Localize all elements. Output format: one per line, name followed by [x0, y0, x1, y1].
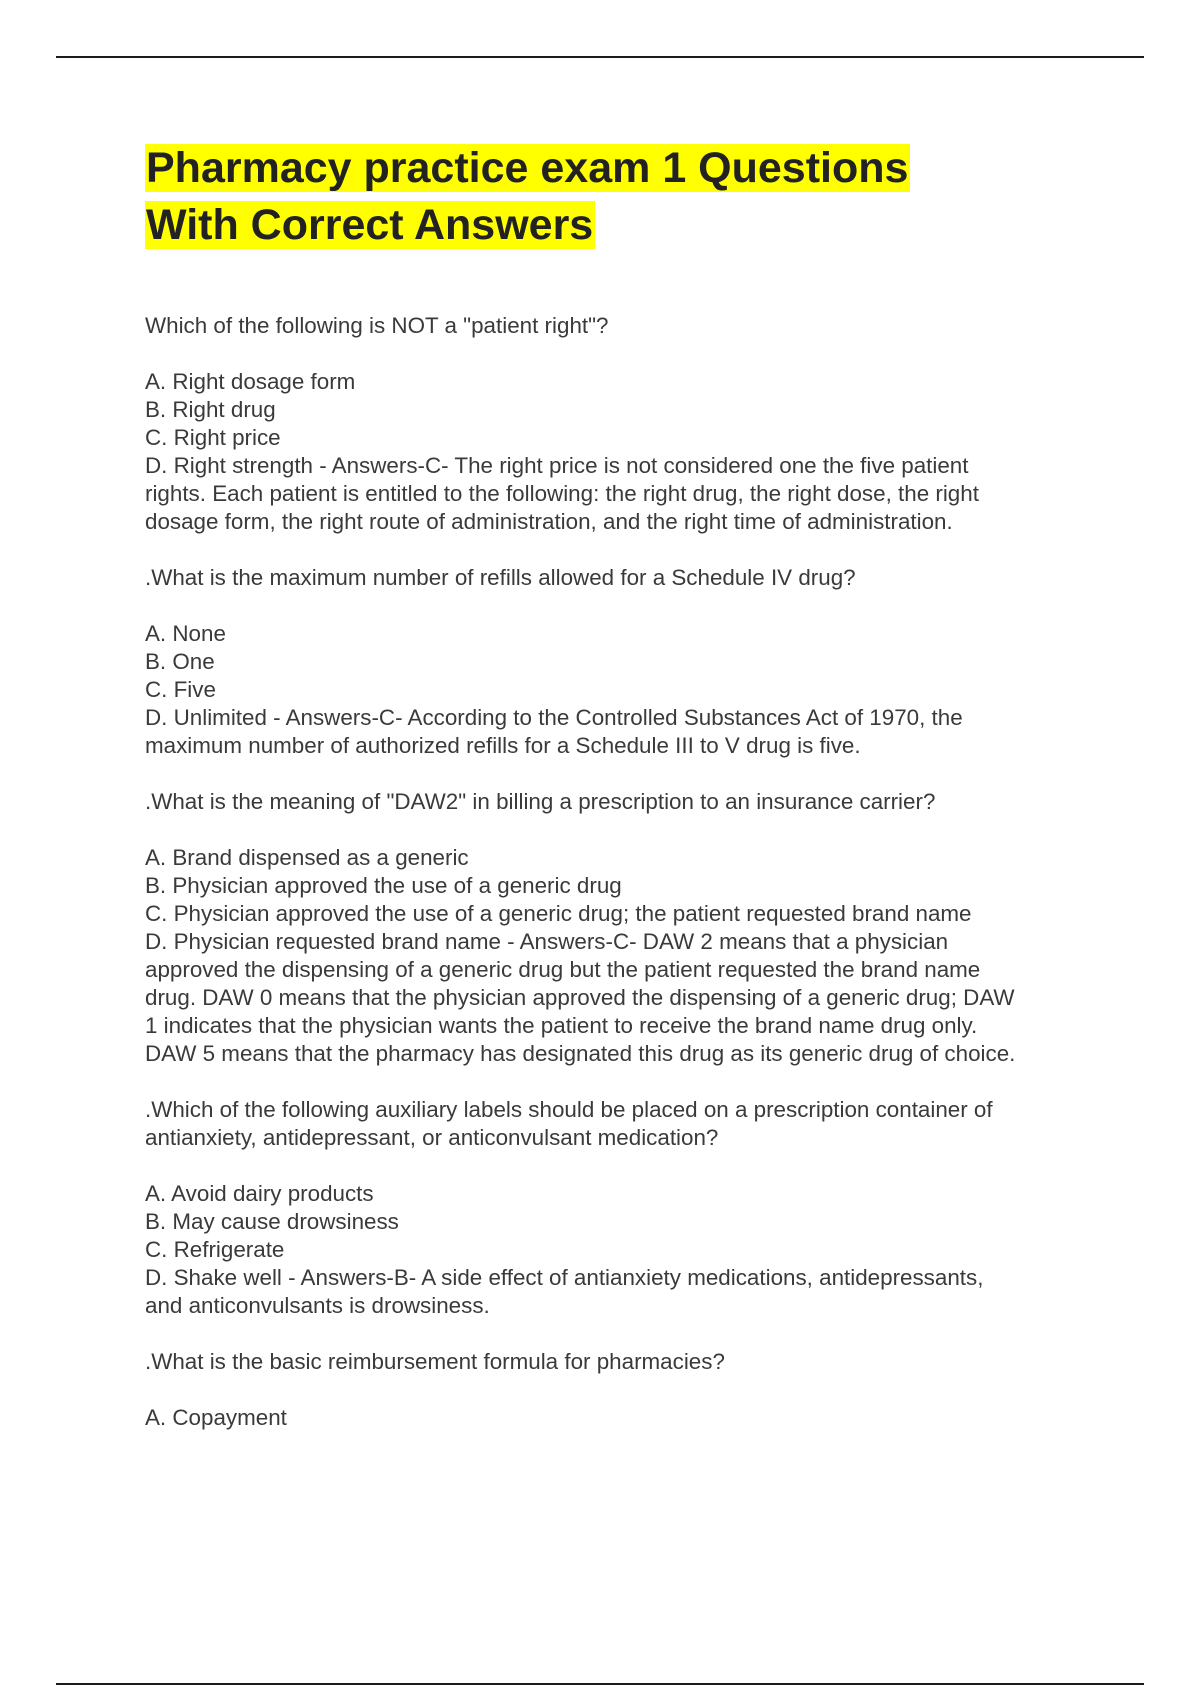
question-line: Which of the following is NOT a "patient right"?: [145, 313, 609, 338]
answer-options: [145, 620, 1095, 760]
question-line: .What is the meaning of "DAW2" in billing a prescription to an insurance carrier?: [145, 789, 936, 814]
option-line: B. May cause drowsiness: [145, 1209, 399, 1234]
answer-options: [145, 1404, 1095, 1432]
option-line: D. Shake well - Answers-B- A side effect of antianxiety medications, antidepressants,: [145, 1265, 984, 1290]
option-line: A. None: [145, 621, 226, 646]
title-line-1: Pharmacy practice exam 1 Questions: [146, 144, 909, 192]
answer-options: [145, 368, 1095, 536]
option-line: D. Physician requested brand name - Answers-C- DAW 2 means that a physician: [145, 929, 949, 954]
option-line: C. Five: [145, 677, 216, 702]
question-block: [145, 788, 1095, 1068]
answer-options: [145, 844, 1095, 1068]
question-line: antianxiety, antidepressant, or anticonvulsant medication?: [145, 1125, 719, 1150]
option-line: B. Right drug: [145, 397, 276, 422]
question-text: [145, 312, 1095, 340]
option-line: C. Right price: [145, 425, 281, 450]
question-list: [145, 312, 1095, 1432]
question-text: [145, 788, 1095, 816]
option-line: dosage form, the right route of administration, and the right time of administration.: [145, 509, 953, 534]
option-line: A. Right dosage form: [145, 369, 356, 394]
option-line: DAW 5 means that the pharmacy has designated this drug as its generic drug of choice.: [145, 1041, 1016, 1066]
document-body: [145, 140, 1095, 1460]
question-block: [145, 1348, 1095, 1432]
option-line: approved the dispensing of a generic drug but the patient requested the brand name: [145, 957, 981, 982]
option-line: A. Brand dispensed as a generic: [145, 845, 469, 870]
option-line: drug. DAW 0 means that the physician approved the dispensing of a generic drug; DAW: [145, 985, 1015, 1010]
option-line: A. Avoid dairy products: [145, 1181, 374, 1206]
title-line-2: With Correct Answers: [146, 201, 594, 249]
question-block: [145, 1096, 1095, 1320]
option-line: A. Copayment: [145, 1405, 287, 1430]
question-block: [145, 312, 1095, 536]
option-line: C. Refrigerate: [145, 1237, 285, 1262]
question-line: .What is the maximum number of refills allowed for a Schedule IV drug?: [145, 565, 856, 590]
question-text: [145, 1096, 1095, 1152]
question-text: [145, 1348, 1095, 1376]
option-line: and anticonvulsants is drowsiness.: [145, 1293, 490, 1318]
option-line: rights. Each patient is entitled to the following: the right drug, the right dose, the right: [145, 481, 979, 506]
answer-options: [145, 1180, 1095, 1320]
option-line: D. Unlimited - Answers-C- According to the Controlled Substances Act of 1970, the: [145, 705, 963, 730]
question-block: [145, 564, 1095, 760]
option-line: maximum number of authorized refills for a Schedule III to V drug is five.: [145, 733, 861, 758]
question-text: [145, 564, 1095, 592]
option-line: B. Physician approved the use of a generic drug: [145, 873, 622, 898]
top-rule: [56, 56, 1144, 58]
title-highlight: [145, 144, 910, 249]
option-line: D. Right strength - Answers-C- The right price is not considered one the five patient: [145, 453, 969, 478]
option-line: 1 indicates that the physician wants the patient to receive the brand name drug only.: [145, 1013, 978, 1038]
option-line: B. One: [145, 649, 215, 674]
bottom-rule: [56, 1683, 1144, 1685]
question-line: .Which of the following auxiliary labels should be placed on a prescription container of: [145, 1097, 993, 1122]
document-title: [145, 140, 1095, 254]
option-line: C. Physician approved the use of a generic drug; the patient requested brand name: [145, 901, 972, 926]
question-line: .What is the basic reimbursement formula for pharmacies?: [145, 1349, 725, 1374]
